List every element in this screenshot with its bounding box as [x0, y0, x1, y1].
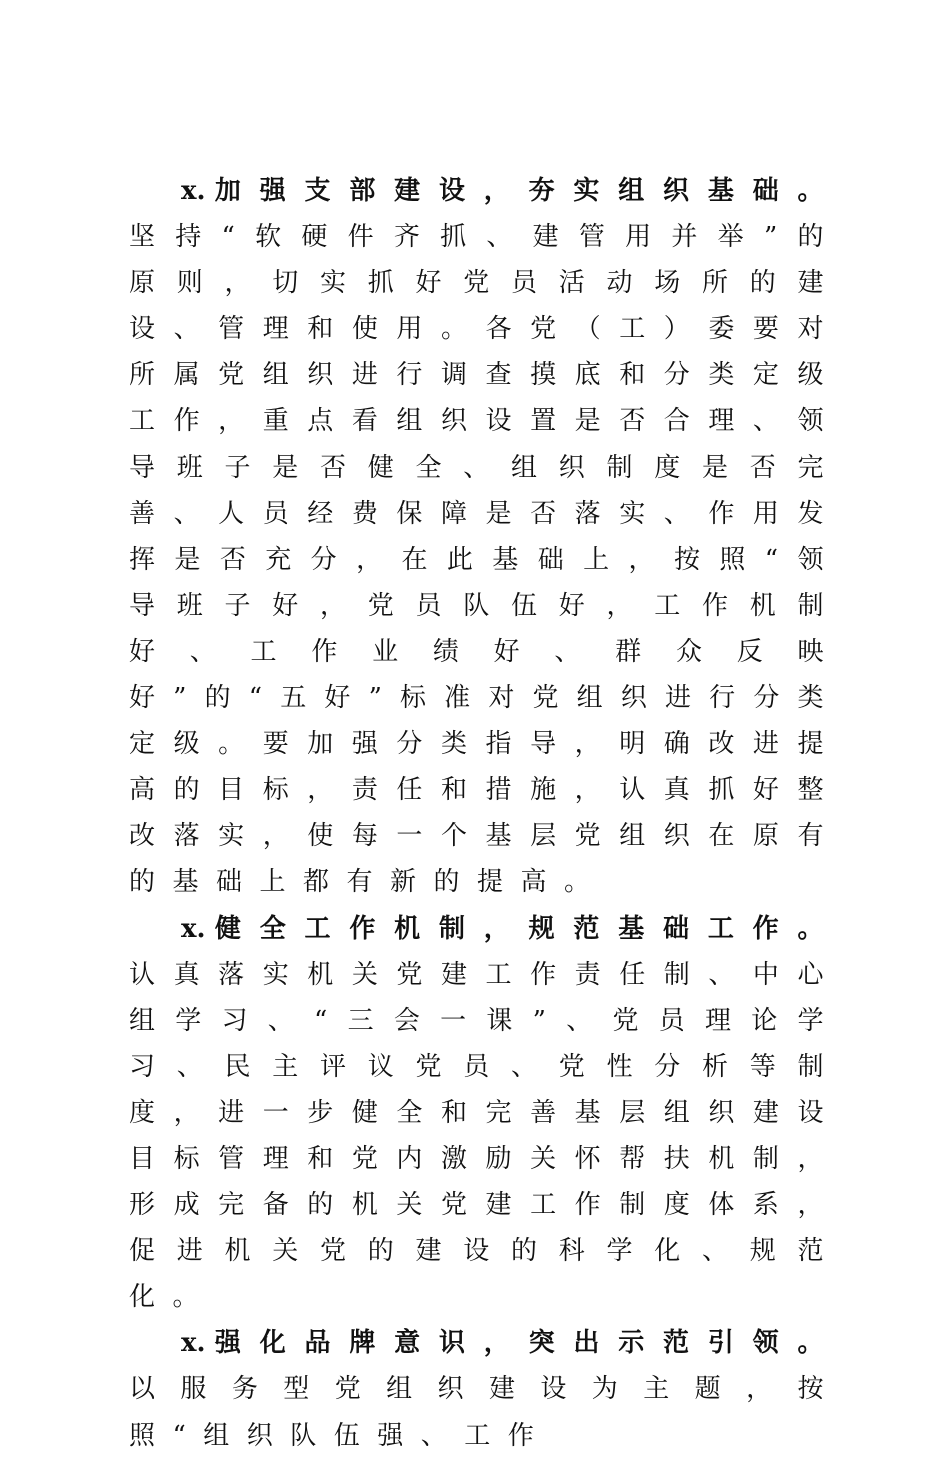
paragraph-3-number: x. — [181, 1328, 206, 1359]
paragraph-2 — [129, 906, 841, 1321]
paragraph-2-body: 认真落实机关党建工作责任制、中心组学习、“三会一课”、党员理论学习、民主评议党员、党性分析等制度，进一步健全和完善基层组织建设目标管理和党内激励关怀帮扶机制，形成完备的机关党建工作制度体系，促进机关党的建设的科学化、规范化。 — [129, 959, 841, 1313]
paragraph-1-number: x. — [181, 176, 206, 206]
paragraph-1-body: 坚持“软硬件齐抓、建管用并举”的原则，切实抓好党员活动场所的建设、管理和使用。各党（工）委要对所属党组织进行调查摸底和分类定级工作，重点看组织设置是否合理、领导班子是否健全、组织制度是否完善、人员经费保障是否落实、作用发挥是否充分，在此基础上，按照“领导班子好，党员队伍好，工作机制好、工作业绩好、群众反映好”的“五好”标准对党组织进行分类定级。要加强分类指导，明确改进提高的目标，责任和措施，认真抓好整改落实，使每一个基层党组织在原有的基础上都有新的提高。 — [129, 222, 841, 898]
paragraph-1 — [129, 168, 841, 906]
paragraph-3-body: 以服务型党组织建设为主题，按照“组织队伍强、工作 — [129, 1374, 841, 1451]
paragraph-2-heading: 健全工作机制，规范基础工作。 — [213, 913, 841, 944]
paragraph-3 — [129, 1320, 841, 1458]
paragraph-1-heading: 加强支部建设，夯实组织基础。 — [213, 176, 841, 206]
paragraph-3-heading: 强化品牌意识，突出示范引领。 — [213, 1328, 841, 1359]
paragraph-2-number: x. — [181, 913, 206, 944]
document-body — [129, 168, 841, 1459]
